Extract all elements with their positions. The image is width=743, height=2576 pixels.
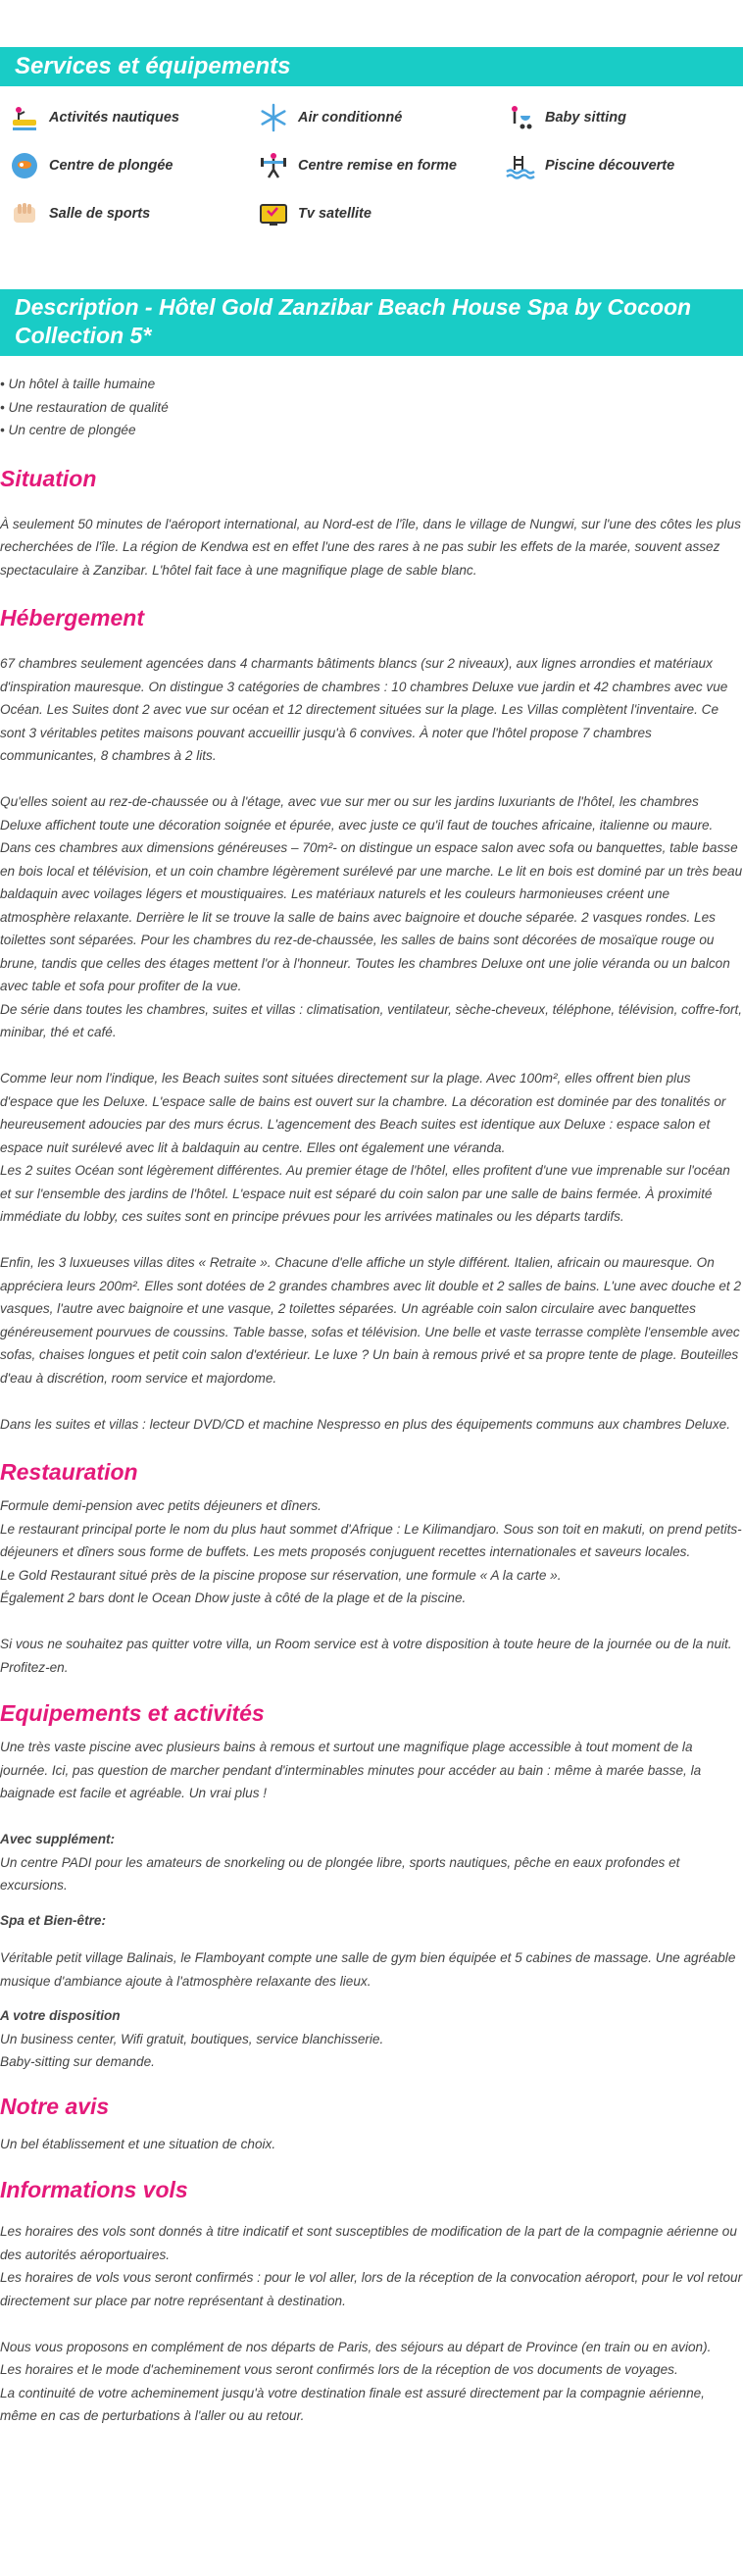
service-item: Air conditionné [257, 98, 402, 137]
service-item: Activités nautiques [8, 98, 179, 137]
paragraph: La continuité de votre acheminement jusqu'à votre destination finale est assuré directement par la compagnie aérienne, même en cas de perturbations à l'aller ou au retour. [0, 2385, 705, 2423]
subheading: A votre disposition [0, 2008, 121, 2023]
paragraph: Le restaurant principal porte le nom du plus haut sommet d'Afrique : Le Kilimandjaro. Sous son toit en makuti, on prend petits-déjeuners et dîners sous forme de buffets. Les mets proposés conjuguent recettes internationales et saveurs locales. [0, 1521, 742, 1559]
service-item: Baby sitting [504, 98, 626, 137]
service-item: Salle de sports [8, 194, 150, 233]
paragraph: Baby-sitting sur demande. [0, 2054, 155, 2069]
paragraph: Un business center, Wifi gratuit, boutiques, service blanchisserie. [0, 2031, 384, 2046]
diving-icon [8, 149, 41, 182]
services-banner: Services et équipements [0, 47, 743, 86]
vols-heading: Informations vols [0, 2177, 188, 2202]
paragraph: Les horaires de vols vous seront confirmés : pour le vol aller, lors de la réception de la convocation aéroport, pour le vol retour directement sur place par notre représentant à destination. [0, 2270, 743, 2308]
pool-icon [504, 149, 537, 182]
paragraph: Le Gold Restaurant situé près de la piscine propose sur réservation, une formule « A la carte ». [0, 1567, 562, 1583]
paragraph: Si vous ne souhaitez pas quitter votre villa, un Room service est à votre disposition à toute heure de la journée ou de la nuit. Profitez-en. [0, 1637, 732, 1675]
snowflake-icon [257, 101, 290, 134]
paragraph: Également 2 bars dont le Ocean Dhow juste à côté de la plage et de la piscine. [0, 1591, 467, 1605]
paragraph: Un centre PADI pour les amateurs de snorkeling ou de plongée libre, sports nautiques, pêche en eaux profondes et excursions. [0, 1854, 680, 1893]
paragraph: Véritable petit village Balinais, le Flamboyant compte une salle de gym bien équipée et 5 cabines de massage. Une agréable musique d'ambiance ajoute à l'atmosphère relaxante des lieux. [0, 1950, 736, 1989]
description-content [0, 373, 743, 2428]
tv-icon [257, 197, 290, 230]
paragraph: Un bel établissement et une situation de choix. [0, 2136, 276, 2151]
equipements-heading: Equipements et activités [0, 1700, 265, 1726]
paragraph: Enfin, les 3 luxueuses villas dites « Retraite ». Chacune d'elle affiche un style différent. Italien, africain ou mauresque. On appréciera leurs 200m². Elles sont dotées de 2 grandes chambres avec lit double et 2 salles de bains. L'une avec douche et 2 vasques, l'autre avec baignoire et une vasque, 2 toilettes séparées. Un agréable coin salon circulaire avec banquettes généreusement pourvues de coussins. Table basse, sofas et télévision. Une belle et vaste terrasse complète l'ensemble avec sofas, chaises longues et petit coin salon d'extérieur. Le luxe ? Un bain à remous privé et sa propre tente de plage. Bouteilles d'eau à discrétion, room service et majordome. [0, 1255, 741, 1386]
avis-heading: Notre avis [0, 2093, 110, 2119]
gym-icon [8, 197, 41, 230]
baby-stroller-icon [504, 101, 537, 134]
service-item: Centre de plongée [8, 146, 173, 185]
paragraph: Nous vous proposons en complément de nos départs de Paris, des séjours au départ de Province (en train ou en avion). [0, 2339, 712, 2354]
paragraph: Formule demi-pension avec petits déjeuners et dîners. [0, 1498, 322, 1513]
restauration-heading: Restauration [0, 1459, 138, 1485]
paragraph: Les 2 suites Océan sont légèrement différentes. Au premier étage de l'hôtel, elles profitent d'une vue imprenable sur l'océan et sur l'ensemble des jardins de l'hôtel. L'espace nuit est séparé du coin salon par une salle de bains fermée. À proximité immédiate du lobby, ces suites sont en principe prévues pour les arrivées matinales ou les départs tardifs. [0, 1163, 730, 1224]
paragraph: Une très vaste piscine avec plusieurs bains à remous et surtout une magnifique plage accessible à tout moment de la journée. Ici, pas question de marcher pendant d'interminables minutes pour accéder au bain : même à marée basse, la baignade est facile et agréable. Un vrai plus ! [0, 1740, 702, 1800]
situation-text: À seulement 50 minutes de l'aéroport international, au Nord-est de l'île, dans le village de Nungwi, sur l'une des côtes les plus recherchées de l'île. La région de Kendwa est en effet l'une des rares à ne pas subir les effets de la marée, souvent assez spectaculaire à Zanzibar. L'hôtel fait face à une magnifique plage de sable blanc. [0, 516, 741, 578]
paragraph: De série dans toutes les chambres, suites et villas : climatisation, ventilateur, sèche-cheveux, téléphone, télévision, coffre-fort, minibar, thé et café. [0, 1001, 743, 1039]
hebergement-heading: Hébergement [0, 605, 144, 631]
situation-heading: Situation [0, 465, 97, 491]
water-sports-icon [8, 101, 41, 134]
paragraph: 67 chambres seulement agencées dans 4 charmants bâtiments blancs (sur 2 niveaux), aux lignes arrondies et matériaux d'inspiration mauresque. On distingue 3 catégories de chambres : 10 chambres Deluxe vue jardin et 42 chambres avec vue Océan. Les Suites dont 2 avec vue sur océan et 12 directement situées sur la plage. Les Villas complètent l'inventaire. Ce sont 3 véritables petites maisons pouvant accueillir jusqu'à 6 convives. À noter que l'hôtel propose 7 chambres communicantes, 8 chambres à 2 lits. [0, 656, 728, 763]
subheading: Spa et Bien-être: [0, 1912, 107, 1928]
service-item: Piscine découverte [504, 146, 674, 185]
paragraph: Qu'elles soient au rez-de-chaussée ou à l'étage, avec vue sur mer ou sur les jardins luxuriants de l'hôtel, les chambres Deluxe affichent toute une décoration soignée et épurée, avec juste ce qu'il faut de touches africaine, italienne ou maure. Dans ces chambres aux dimensions généreuses – 70m²- on distingue un espace salon avec sofa ou banquettes, table basse en bois local et télévision, et un coin chambre légèrement surélevé par une marche. Le lit en bois est dominé par un très beau baldaquin avec voilages légers et moustiquaires. Les matériaux naturels et les couleurs harmonieuses créent une atmosphère relaxante. Derrière le lit se trouve la salle de bains avec baignoire et douche séparée. 2 vasques rondes. Les toilettes sont séparées. Pour les chambres du rez-de-chaussée, les salles de bains sont décorées de mosaïque rouge ou brune, tandis que celles des étages mettent l'or à l'honneur. Toutes les chambres Deluxe ont une jolie véranda ou un balcon avec table et sofa pour profiter de la vue. [0, 794, 743, 993]
service-item: Tv satellite [257, 194, 372, 233]
paragraph: Dans les suites et villas : lecteur DVD/CD et machine Nespresso en plus des équipements communs aux chambres Deluxe. [0, 1416, 730, 1432]
list-item: • Une restauration de qualité [0, 399, 169, 415]
service-item: Centre remise en forme [257, 146, 457, 185]
list-item: • Un hôtel à taille humaine [0, 377, 156, 391]
subheading: Avec supplément: [0, 1832, 116, 1846]
paragraph: Les horaires des vols sont donnés à titre indicatif et sont susceptibles de modification de la part de la compagnie aérienne ou des autorités aéroportuaires. [0, 2224, 737, 2262]
list-item: • Un centre de plongée [0, 423, 136, 437]
description-banner: Description - Hôtel Gold Zanzibar Beach House Spa by Cocoon Collection 5* [0, 289, 743, 356]
paragraph: Les horaires et le mode d'acheminement vous seront confirmés lors de la réception de vos documents de voyages. [0, 2362, 678, 2377]
paragraph: Comme leur nom l'indique, les Beach suites sont situées directement sur la plage. Avec 100m², elles offrent bien plus d'espace que les Deluxe. L'espace salle de bains est ouvert sur la chambre. La décoration est dominée par des tonalités or heureusement adoucies par des murs écrus. L'agencement des Beach suites est identique aux Deluxe : espace salon et espace nuit surélevé avec lit à baldaquin au centre. Elles ont également une véranda. [0, 1071, 726, 1155]
fitness-icon [257, 149, 290, 182]
highlights-list [0, 373, 743, 442]
